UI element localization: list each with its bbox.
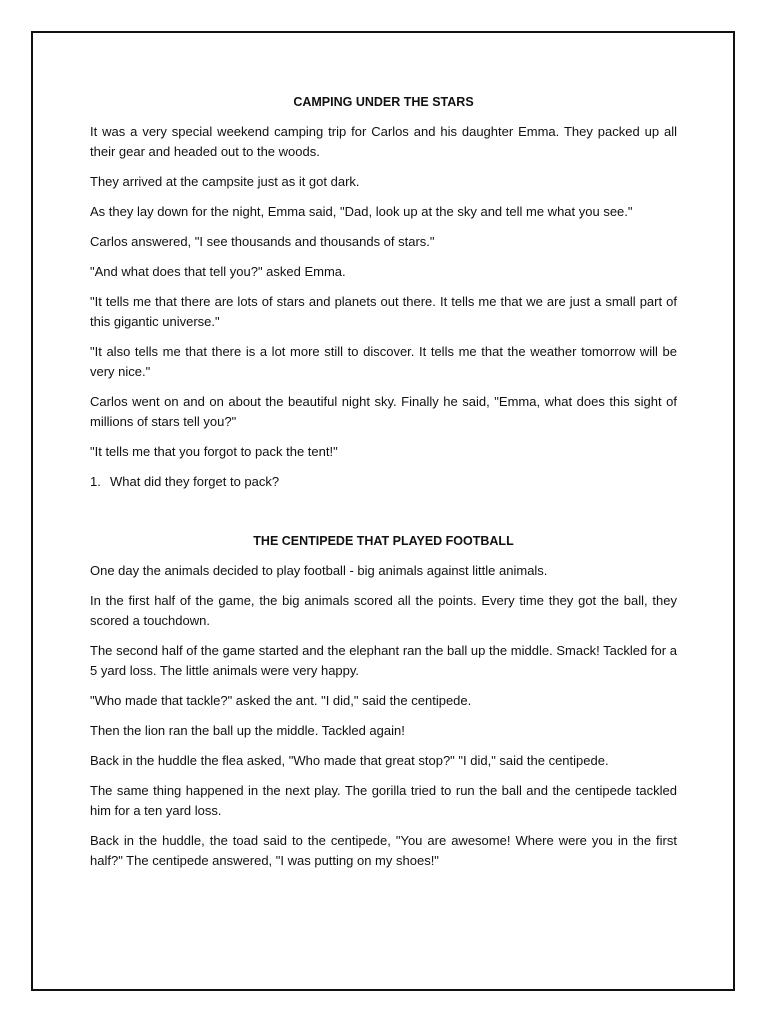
document-body xyxy=(90,94,677,881)
story-1-paragraph: Carlos answered, "I see thousands and thousands of stars." xyxy=(90,234,435,249)
story-1-paragraph: "It tells me that there are lots of stars and planets out there. It tells me that we are just a small part of this gigantic universe." xyxy=(90,294,677,329)
story-2-paragraph: "Who made that tackle?" asked the ant. "I did," said the centipede. xyxy=(90,693,472,708)
story-2-paragraph: In the first half of the game, the big animals scored all the points. Every time they got the ball, they scored a touchdown. xyxy=(90,593,677,628)
story-1-paragraph: They arrived at the campsite just as it got dark. xyxy=(90,174,360,189)
story-2-paragraph: The same thing happened in the next play. The gorilla tried to run the ball and the centipede tackled him for a ten yard loss. xyxy=(90,783,677,818)
story-1-title: CAMPING UNDER THE STARS xyxy=(293,95,474,109)
story-1-paragraph: "It tells me that you forgot to pack the tent!" xyxy=(90,444,338,459)
story-2-paragraph: Back in the huddle, the toad said to the centipede, "You are awesome! Where were you in the first half?" The centipede answered, "I was putting on my shoes!" xyxy=(90,833,677,868)
question-number: 1. xyxy=(90,474,101,489)
story-2-paragraph: The second half of the game started and the elephant ran the ball up the middle. Smack! Tackled for a 5 yard loss. The little animals were very happy. xyxy=(90,643,677,678)
story-1-paragraph: Carlos went on and on about the beautiful night sky. Finally he said, "Emma, what does this sight of millions of stars tell you?" xyxy=(90,394,677,429)
story-2-paragraph: Then the lion ran the ball up the middle. Tackled again! xyxy=(90,723,405,738)
story-1-question xyxy=(90,472,677,492)
story-2-paragraph: Back in the huddle the flea asked, "Who made that great stop?" "I did," said the centipede. xyxy=(90,753,609,768)
story-2-title: THE CENTIPEDE THAT PLAYED FOOTBALL xyxy=(253,534,514,548)
question-text: What did they forget to pack? xyxy=(110,474,280,489)
story-2-paragraph: One day the animals decided to play football - big animals against little animals. xyxy=(90,563,548,578)
story-1-paragraph: "It also tells me that there is a lot more still to discover. It tells me that the weather tomorrow will be very nice." xyxy=(90,344,677,379)
story-1-paragraph: It was a very special weekend camping trip for Carlos and his daughter Emma. They packed up all their gear and headed out to the woods. xyxy=(90,124,677,159)
story-1-paragraph: "And what does that tell you?" asked Emma. xyxy=(90,264,346,279)
story-1-paragraph: As they lay down for the night, Emma said, "Dad, look up at the sky and tell me what you see." xyxy=(90,204,633,219)
